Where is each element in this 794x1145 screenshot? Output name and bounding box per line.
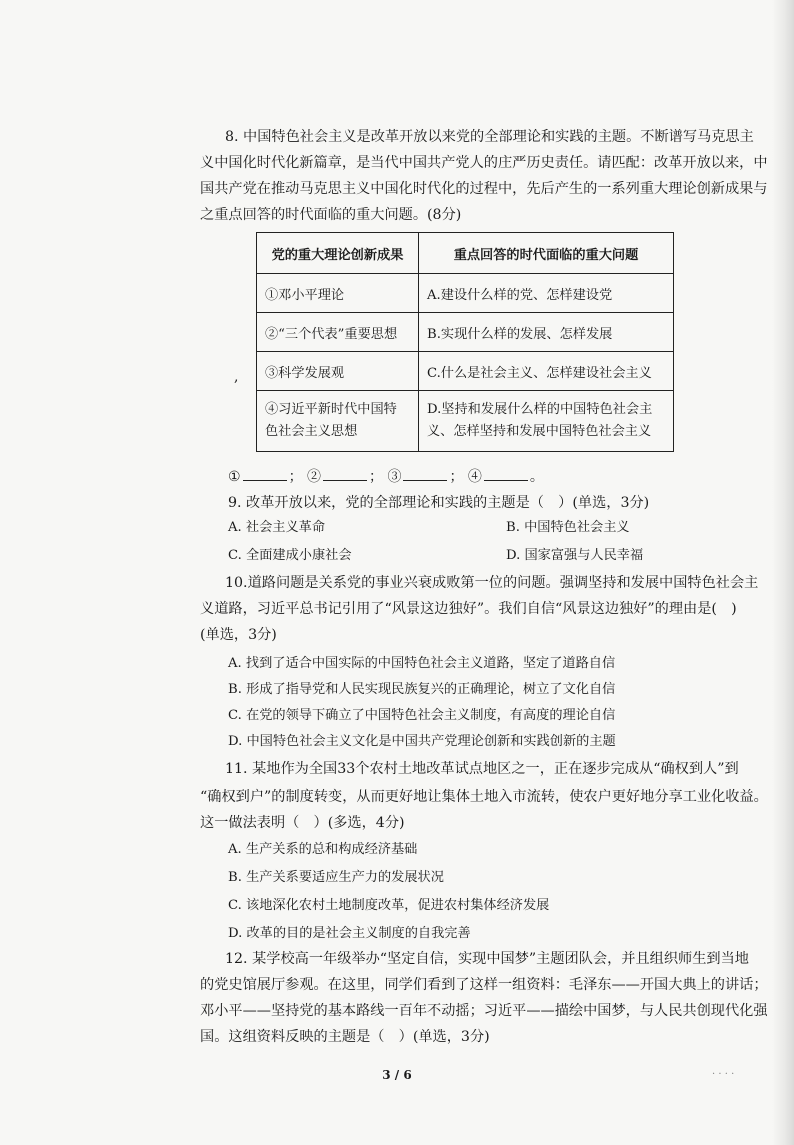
stray-mark: , [234,369,239,385]
q12-line-4: 国。这组资料反映的主题是（ ）(单选，3分) [200,1029,490,1045]
table-header-row [257,233,674,274]
blank-label: ① [228,469,241,485]
blank-label: ③ [387,469,402,485]
table-cell: C.什么是社会主义、怎样建设社会主义 [419,352,674,391]
q10-line-2: 义道路，习近平总书记引用了“风景这边独好”。我们自信“风景这边独好”的理由是( ) [200,601,737,617]
q10-option-c[interactable]: C. 在党的领导下确立了中国特色社会主义制度，有高度的理论自信 [228,708,616,723]
q11-option-b[interactable]: B. 生产关系要适应生产力的发展状况 [228,870,444,885]
table-row [257,313,674,352]
q11-option-c[interactable]: C. 该地深化农村土地制度改革，促进农村集体经济发展 [228,898,550,913]
q8-line-3: 国共产党在推动马克思主义中国化时代化的过程中，先后产生的一系列重大理论创新成果与 [200,181,768,197]
q9-option-a[interactable]: A. 社会主义革命 [228,520,326,535]
q11-option-d[interactable]: D. 改革的目的是社会主义制度的自我完善 [228,926,471,941]
table-cell: B.实现什么样的发展、怎样发展 [419,313,674,352]
table-cell: ①邓小平理论 [257,274,419,313]
q9-option-c[interactable]: C. 全面建成小康社会 [228,548,352,563]
q11-line-1: 11. 某地作为全国33个农村土地改革试点地区之一，正在逐步完成从“确权到人”到 [225,761,739,777]
q10-line-1: 10.道路问题是关系党的事业兴衰成败第一位的问题。强调坚持和发展中国特色社会主 [225,575,759,591]
table-row [257,274,674,313]
q12-line-1: 12. 某学校高一年级举办“坚定自信，实现中国梦”主题团队会，并且组织师生到当地 [225,951,749,967]
blank-label: ④ [467,469,482,485]
q11-option-a[interactable]: A. 生产关系的总和构成经济基础 [228,842,418,857]
q10-option-b[interactable]: B. 形成了指导党和人民实现民族复兴的正确理论，树立了文化自信 [228,682,616,697]
page-number: 3 / 6 [382,1068,412,1082]
table-header: 重点回答的时代面临的重大问题 [419,233,674,274]
answer-blank[interactable] [243,466,287,481]
table-cell: ③科学发展观 [257,352,419,391]
q12-line-3: 邓小平——坚持党的基本路线一百年不动摇；习近平——描绘中国梦，与人民共创现代化强 [200,1003,768,1019]
q10-option-d[interactable]: D. 中国特色社会主义文化是中国共产党理论创新和实践创新的主题 [228,734,616,749]
q10-line-3: (单选，3分) [200,627,277,643]
table-row [257,391,674,452]
q11-line-2: “确权到户”的制度转变，从而更好地让集体土地入市流转，使农户更好地分享工业化收益。 [200,789,768,805]
answer-blank[interactable] [484,466,528,481]
answer-blank[interactable] [323,466,367,481]
blank-end: 。 [529,469,544,485]
answer-blank[interactable] [403,466,447,481]
q8-matching-table [256,232,674,452]
q11-line-3: 这一做法表明（ ）(多选，4分) [200,815,405,831]
table-cell: D.坚持和发展什么样的中国特色社会主义、怎样坚持和发展中国特色社会主义 [419,391,674,452]
q9-option-b[interactable]: B. 中国特色社会主义 [506,520,630,535]
scan-specks: · · · · [712,1069,735,1080]
table-cell: ②“三个代表”重要思想 [257,313,419,352]
table-row [257,352,674,391]
table-header: 党的重大理论创新成果 [257,233,419,274]
q8-line-4: 之重点回答的时代面临的重大问题。(8分) [200,207,462,223]
q9-option-d[interactable]: D. 国家富强与人民幸福 [506,548,644,563]
q8-answer-blanks: ① ； ② ； ③ ； ④ 。 [228,466,544,486]
q12-line-2: 的党史馆展厅参观。在这里，同学们看到了这样一组资料：毛泽东——开国大典上的讲话； [200,977,768,993]
table-cell: A.建设什么样的党、怎样建设党 [419,274,674,313]
scan-edge-shadow [772,0,794,1145]
q9-stem: 9. 改革开放以来，党的全部理论和实践的主题是（ ）(单选，3分) [228,495,650,511]
q8-line-1: 8. 中国特色社会主义是改革开放以来党的全部理论和实践的主题。不断谱写马克思主 [225,129,754,145]
q10-option-a[interactable]: A. 找到了适合中国实际的中国特色社会主义道路，坚定了道路自信 [228,656,616,671]
blank-label: ② [307,469,322,485]
table-cell: ④习近平新时代中国特色社会主义思想 [257,391,419,452]
q8-line-2: 义中国化时代化新篇章，是当代中国共产党人的庄严历史责任。请匹配：改革开放以来，中 [200,155,768,171]
